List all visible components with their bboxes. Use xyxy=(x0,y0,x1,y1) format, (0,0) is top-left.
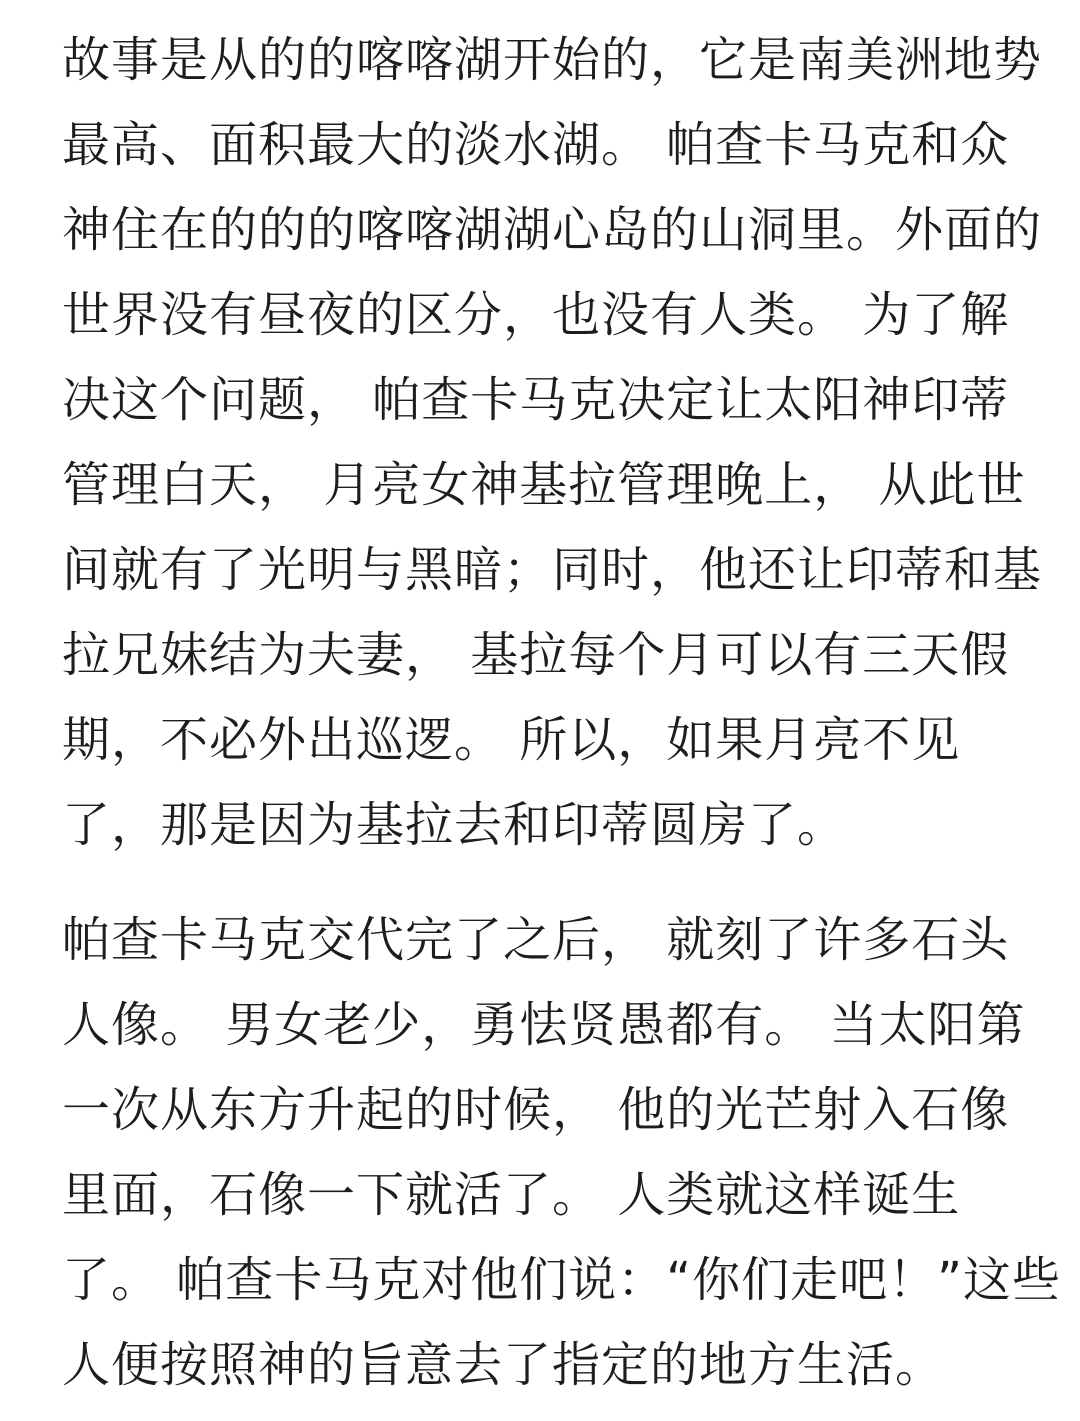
text-line: 人便按照神的旨意去了指定的地方生活。 xyxy=(62,1337,945,1393)
text-line: 了，那是因为基拉去和印蒂圆房了。 xyxy=(62,797,847,853)
text-line: 了。 帕查卡马克对他们说：“你们走吧！”这些 xyxy=(62,1252,1061,1308)
text-line: 决这个问题， 帕查卡马克决定让太阳神印蒂 xyxy=(62,372,1010,428)
text-line: 期，不必外出巡逻。 所以，如果月亮不见 xyxy=(62,712,961,768)
text-line: 最高、面积最大的淡水湖。 帕查卡马克和众 xyxy=(62,117,1010,173)
text-line: 世界没有昼夜的区分，也没有人类。 为了解 xyxy=(62,287,1010,343)
text-line: 神住在的的的喀喀湖湖心岛的山洞里。外面的 xyxy=(62,202,1043,258)
text-line: 间就有了光明与黑暗；同时，他还让印蒂和基 xyxy=(62,542,1043,598)
text-line: 一次从东方升起的时候， 他的光芒射入石像 xyxy=(62,1082,1010,1138)
text-line: 故事是从的的喀喀湖开始的，它是南美洲地势 xyxy=(62,32,1043,88)
text-line: 管理白天， 月亮女神基拉管理晚上， 从此世 xyxy=(62,457,1026,513)
text-line: 人像。 男女老少，勇怯贤愚都有。 当太阳第 xyxy=(62,997,1026,1053)
text-line: 拉兄妹结为夫妻， 基拉每个月可以有三天假 xyxy=(62,627,1010,683)
text-line: 帕查卡马克交代完了之后， 就刻了许多石头 xyxy=(62,912,1010,968)
text-line: 里面，石像一下就活了。 人类就这样诞生 xyxy=(62,1167,961,1223)
